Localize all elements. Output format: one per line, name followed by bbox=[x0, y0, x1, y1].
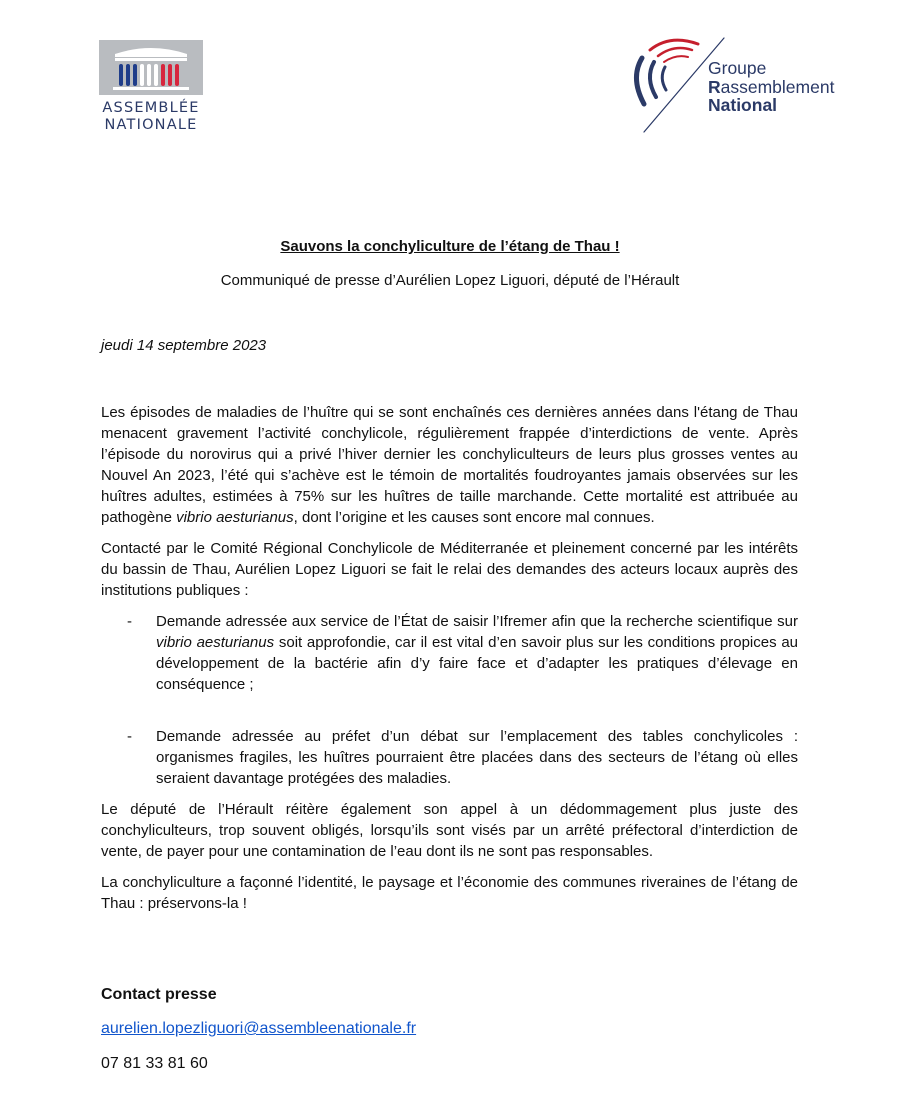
rn-initial: R bbox=[708, 76, 721, 97]
bullet-1-end: soit approfondie, car il est vital d’en savoir plus sur les conditions propices au développement de la bactérie afin d’y faire face et d’adapter les pratiques d’élevage en conséquence ; bbox=[156, 634, 798, 693]
bullet-dash: - bbox=[127, 728, 132, 745]
list-item bbox=[101, 611, 798, 695]
contact-email-link[interactable]: aurelien.lopezliguori@assembleenationale.fr bbox=[101, 1020, 417, 1037]
rn-line-2 bbox=[708, 78, 834, 97]
demands-list bbox=[101, 611, 798, 789]
rn-line-2-rest: assemblement bbox=[720, 76, 835, 97]
bullet-dash: - bbox=[127, 613, 132, 630]
rn-logo-text bbox=[708, 59, 834, 115]
document-body bbox=[101, 402, 798, 924]
bullet-1-text: Demande adressée aux service de l’État de saisir l’Ifremer afin que la recherche scientifique sur bbox=[156, 613, 798, 630]
list-item bbox=[101, 726, 798, 789]
groupe-rn-logo bbox=[628, 36, 848, 136]
bullet-2-text: Demande adressée au préfet d’un débat sur l’emplacement des tables conchylicoles : organismes fragiles, les huîtres pourraient être placées dans des secteurs de l’étang où elles seraient davantage protégées des maladies. bbox=[156, 728, 798, 787]
contact-title: Contact presse bbox=[101, 986, 217, 1003]
logo-line-2: NATIONALE bbox=[104, 117, 198, 133]
paragraph-1-end: , dont l’origine et les causes sont encore mal connues. bbox=[293, 509, 655, 526]
rn-line-3: National bbox=[708, 95, 778, 115]
paragraph-1-text: Les épisodes de maladies de l’huître qui se sont enchaînés ces dernières années dans l'étang de Thau menacent gravement l’activité conchylicole, régulièrement frappée d’interdictions de vente. Après l’épisode du norovirus qui a privé l’hiver dernier les conchyliculteurs de leurs plus grosses ventes au Nouvel An 2023, l’été qui s’achève est le témoin de mortalités foudroyantes jamais observées sur les huîtres adultes, estimées à 75% sur les huîtres de taille marchande. Cette mortalité est attribuée au pathogène bbox=[101, 404, 798, 526]
document-subtitle: Communiqué de presse d’Aurélien Lopez Liguori, député de l’Hérault bbox=[220, 272, 680, 289]
assemblee-nationale-logo bbox=[97, 40, 205, 135]
paragraph-1-italic: vibrio aesturianus bbox=[176, 509, 294, 526]
document-date: jeudi 14 septembre 2023 bbox=[101, 337, 267, 354]
hemicycle-emblem bbox=[99, 40, 203, 95]
paragraph-4: La conchyliculture a façonné l’identité, le paysage et l’économie des communes riveraines de l’étang de Thau : préservons-la ! bbox=[101, 874, 798, 912]
bullet-1-italic: vibrio aesturianus bbox=[156, 634, 275, 651]
document-title: Sauvons la conchyliculture de l’étang de Thau ! bbox=[280, 238, 620, 255]
rn-line-1: Groupe bbox=[708, 58, 767, 78]
hemicycle-icon bbox=[99, 40, 203, 95]
paragraph-3: Le député de l’Hérault réitère également son appel à un dédommagement plus juste des conchyliculteurs, trop souvent obligés, lorsqu’ils sont visés par un arrêté préfectoral d’interdiction de vente, de payer pour une contamination de l’eau dont ils ne sont pas responsables. bbox=[101, 801, 798, 860]
paragraph-2: Contacté par le Comité Régional Conchylicole de Méditerranée et pleinement concerné par les intérêts du bassin de Thau, Aurélien Lopez Liguori se fait le relai des demandes des acteurs locaux auprès des institutions publiques : bbox=[101, 540, 798, 599]
paragraph-1 bbox=[101, 402, 798, 528]
contact-phone: 07 81 33 81 60 bbox=[101, 1055, 208, 1072]
logo-line-1: ASSEMBLÉE bbox=[102, 100, 200, 116]
